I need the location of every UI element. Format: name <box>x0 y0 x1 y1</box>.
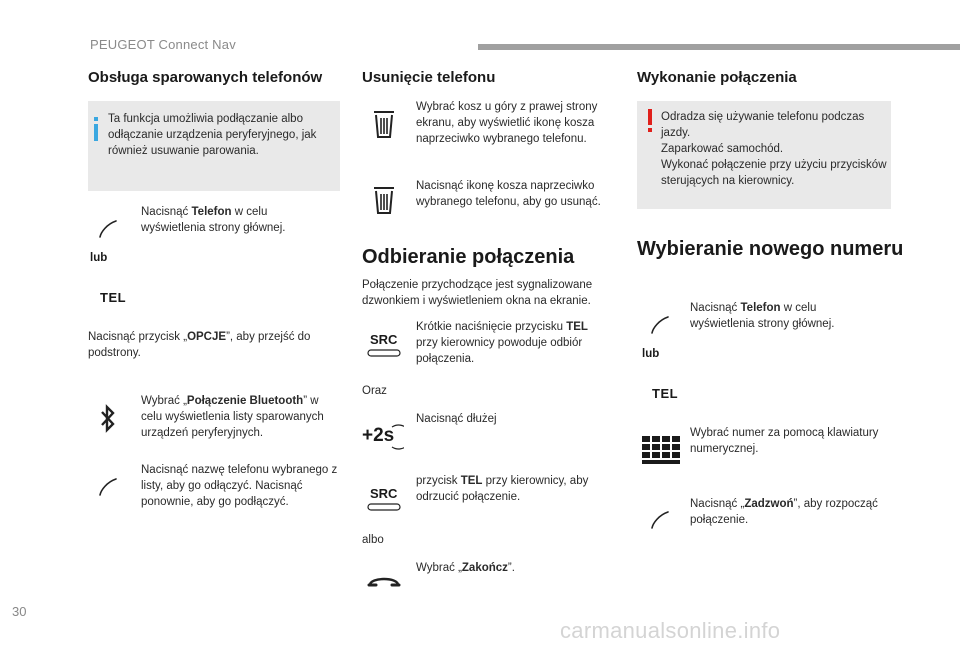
phone-icon <box>648 508 672 532</box>
col3-step1: Nacisnąć Telefon w celu wyświetlenia strony głównej. <box>690 302 835 330</box>
warning-icon <box>647 109 653 133</box>
albo-label: albo <box>362 534 384 546</box>
section-heading-dial-new-number: Wybieranie nowego numeru <box>637 238 904 260</box>
oraz-label: Oraz <box>362 385 387 397</box>
col3-step2: Wybrać numer za pomocą klawiatury numerycznej. <box>690 427 879 455</box>
col2-step6: Wybrać „Zakończ”. <box>416 562 515 574</box>
header-title: PEUGEOT Connect Nav <box>90 37 236 52</box>
long-press-icon <box>362 424 404 448</box>
info-icon <box>93 117 99 141</box>
trash-icon <box>370 184 398 216</box>
col1-step1: Nacisnąć Telefon w celu wyświetlenia strony głównej. <box>141 206 286 234</box>
col2-step5: przycisk TEL przy kierownicy, aby odrzucić połączenie. <box>416 475 589 503</box>
col1-step2: Nacisnąć przycisk „OPCJE”, aby przejść do podstrony. <box>88 331 311 359</box>
warning-text: Odradza się używanie telefonu podczas jazdy. Zaparkować samochód. Wykonać połączenie przy użyciu przycisków sterujących na kierownicy. <box>661 111 887 187</box>
info-box <box>88 101 340 191</box>
long-press-label: +2s <box>362 425 395 446</box>
phone-icon <box>96 217 120 241</box>
col2-step1: Wybrać kosz u góry z prawej strony ekranu, aby wyświetlić ikonę kosza naprzeciwko wybranego telefonu. <box>416 101 598 145</box>
col3-step3: Nacisnąć „Zadzwoń”, aby rozpocząć połączenie. <box>690 498 878 526</box>
watermark: carmanualsonline.info <box>560 618 781 643</box>
warning-box <box>637 101 891 209</box>
trash-icon <box>370 108 398 140</box>
bluetooth-icon <box>98 402 118 436</box>
col1-step4: Nacisnąć nazwę telefonu wybranego z listy, aby go odłączyć. Nacisnąć ponownie, aby go podłączyć. <box>141 464 338 508</box>
or-label: lub <box>90 252 108 264</box>
col2-step2: Nacisnąć ikonę kosza naprzeciwko wybranego telefonu, aby go usunąć. <box>416 180 601 208</box>
col2-step3: Krótkie naciśnięcie przycisku TEL przy kierownicy powoduje odbiór połączenia. <box>416 321 588 365</box>
page-number: 30 <box>12 604 27 619</box>
hangup-icon <box>366 572 402 588</box>
section-heading-remove-phone: Usunięcie telefonu <box>362 69 496 86</box>
src-label: SRC <box>370 332 398 347</box>
or-label: lub <box>642 348 660 360</box>
section-heading-paired-phones: Obsługa sparowanych telefonów <box>88 69 323 86</box>
tel-button-label: TEL <box>652 386 679 401</box>
col2-step4: Nacisnąć dłużej <box>416 413 497 425</box>
col2-intro: Połączenie przychodzące jest sygnalizowane dzwonkiem i wyświetleniem okna na ekranie. <box>362 279 593 307</box>
info-text: Ta funkcja umożliwia podłączanie albo odłączanie urządzenia peryferyjnego, jak również usuwanie parowania. <box>108 113 317 157</box>
src-button-icon <box>367 332 403 360</box>
header-bar <box>478 44 960 50</box>
tel-button-label: TEL <box>100 290 127 305</box>
section-heading-receive-call: Odbieranie połączenia <box>362 246 575 268</box>
src-label: SRC <box>370 486 398 501</box>
phone-icon <box>96 475 120 499</box>
keypad-icon <box>642 435 680 465</box>
section-heading-make-call: Wykonanie połączenia <box>637 69 797 86</box>
phone-icon <box>648 313 672 337</box>
src-button-icon <box>367 486 403 514</box>
col1-step3: Wybrać „Połączenie Bluetooth” w celu wyświetlenia listy sparowanych urządzeń peryferyjnych. <box>141 395 324 439</box>
